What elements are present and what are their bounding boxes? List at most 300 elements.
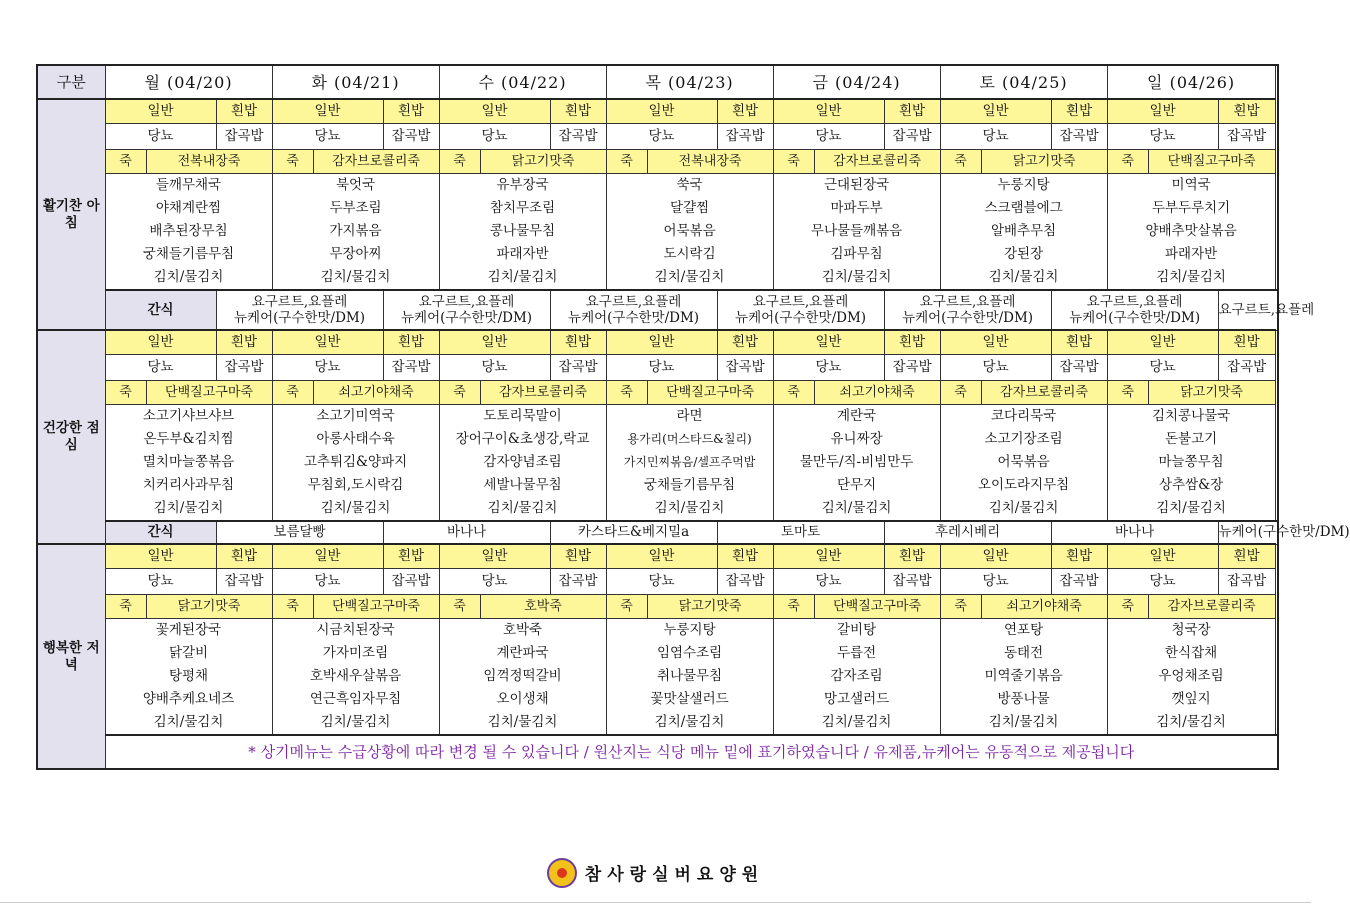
dish: 장어구이&초생강,락교 xyxy=(439,428,606,451)
rice-white: 흰밥 xyxy=(884,99,940,124)
porridge-split xyxy=(106,381,272,404)
snack1-label: 간식 xyxy=(105,290,216,330)
dinner-dish-row xyxy=(37,688,1278,711)
rice-grain: 잡곡밥 xyxy=(550,124,606,150)
dish: 두릅전 xyxy=(773,642,940,665)
header-row xyxy=(37,65,1278,99)
dish: 시금치된장국 xyxy=(272,619,439,643)
porridge-split xyxy=(440,381,606,404)
dish: 김파무침 xyxy=(773,243,940,266)
breakfast-dish-row xyxy=(37,220,1278,243)
lunch-label: 건강한 점심 xyxy=(37,330,105,544)
rice-grain: 잡곡밥 xyxy=(1218,124,1275,150)
porridge-cell xyxy=(105,595,272,619)
dish: 김치/물김치 xyxy=(1107,711,1275,735)
rice-white: 흰밥 xyxy=(383,544,439,569)
breakfast-dish-row xyxy=(37,243,1278,266)
dish: 김치/물김치 xyxy=(606,266,773,290)
snack-item xyxy=(216,290,383,330)
dish: 김치/물김치 xyxy=(940,711,1107,735)
dish: 파래자반 xyxy=(1107,243,1275,266)
porridge-cell xyxy=(1107,150,1275,174)
divider xyxy=(0,902,1311,903)
snack-item xyxy=(1218,290,1315,330)
dish: 꽃게된장국 xyxy=(105,619,272,643)
rice-grain: 잡곡밥 xyxy=(717,569,773,595)
dish: 돈불고기 xyxy=(1107,428,1275,451)
dish: 누룽지탕 xyxy=(940,174,1107,198)
dish: 무침회,도시락김 xyxy=(272,474,439,497)
rice-general: 일반 xyxy=(1107,330,1218,355)
rice-diabetes: 당뇨 xyxy=(1107,124,1218,150)
dish: 근대된장국 xyxy=(773,174,940,198)
rice-diabetes: 당뇨 xyxy=(272,569,383,595)
lunch-dish-row xyxy=(37,451,1278,474)
day-header-wed: 수 (04/22) xyxy=(439,65,606,99)
snack-line: 요구르트,요플레 xyxy=(1086,294,1183,310)
dish: 임염수조림 xyxy=(606,642,773,665)
dish: 배추된장무침 xyxy=(105,220,272,243)
porridge-name: 호박죽 xyxy=(524,599,562,614)
dish: 계란파국 xyxy=(439,642,606,665)
dinner-label: 행복한 저녁 xyxy=(37,544,105,769)
porridge-split xyxy=(607,381,773,404)
porridge-cell xyxy=(940,150,1107,174)
dish: 연근흑임자무침 xyxy=(272,688,439,711)
snack-item: 보름달빵 xyxy=(216,521,383,544)
rice-diabetes: 당뇨 xyxy=(773,355,884,381)
day-header-sun: 일 (04/26) xyxy=(1107,65,1275,99)
dish: 김치/물김치 xyxy=(105,711,272,735)
dish: 김치/물김치 xyxy=(606,711,773,735)
dish: 마늘쫑무침 xyxy=(1107,451,1275,474)
rice-white: 흰밥 xyxy=(717,330,773,355)
porridge-split xyxy=(774,150,940,173)
dish: 연포탕 xyxy=(940,619,1107,643)
porridge-name: 감자브로콜리죽 xyxy=(1167,599,1256,614)
rice-grain: 잡곡밥 xyxy=(884,355,940,381)
day-header-thu: 목 (04/23) xyxy=(606,65,773,99)
porridge-split xyxy=(273,381,439,404)
rice-general: 일반 xyxy=(105,330,216,355)
dish: 세발나물무침 xyxy=(439,474,606,497)
rice-general: 일반 xyxy=(272,330,383,355)
lunch-diabetes-row xyxy=(37,355,1278,381)
rice-grain: 잡곡밥 xyxy=(717,355,773,381)
dinner-dish-row xyxy=(37,619,1278,643)
porridge-cell xyxy=(940,595,1107,619)
porridge-cell xyxy=(606,381,773,405)
dish: 김치/물김치 xyxy=(1107,266,1275,290)
snack-line: 뉴케어(구수한맛/DM) xyxy=(234,310,366,326)
rice-white: 흰밥 xyxy=(1218,99,1275,124)
rice-diabetes: 당뇨 xyxy=(439,124,550,150)
dish: 계란국 xyxy=(773,405,940,429)
rice-white: 흰밥 xyxy=(216,330,272,355)
lunch-dish-row xyxy=(37,405,1278,429)
dish: 김치/물김치 xyxy=(773,497,940,521)
day-header-mon: 월 (04/20) xyxy=(105,65,272,99)
porridge-name: 닭고기맛죽 xyxy=(511,154,575,169)
snack-item: 바나나 xyxy=(1051,521,1218,544)
snack-line: 요구르트,요플레 xyxy=(752,294,849,310)
dish: 고추튀김&양파지 xyxy=(272,451,439,474)
day-header-fri: 금 (04/24) xyxy=(773,65,940,99)
dish: 탕평채 xyxy=(105,665,272,688)
lunch-porridge-row xyxy=(37,381,1278,405)
porridge-name: 단백질고구마죽 xyxy=(666,385,754,400)
snack-item: 카스타드&베지밀a xyxy=(550,521,717,544)
rice-general: 일반 xyxy=(439,330,550,355)
dish: 가자미조림 xyxy=(272,642,439,665)
rice-diabetes: 당뇨 xyxy=(773,569,884,595)
rice-general: 일반 xyxy=(940,330,1051,355)
dinner-rice-row xyxy=(37,544,1278,569)
dish: 누룽지탕 xyxy=(606,619,773,643)
dish: 호박새우살볶음 xyxy=(272,665,439,688)
snack-line: 요구르트,요플레 xyxy=(1218,302,1315,318)
porridge-cell xyxy=(272,150,439,174)
breakfast-label: 활기찬 아침 xyxy=(37,99,105,330)
lunch-dish-row xyxy=(37,474,1278,497)
dish: 알배추무침 xyxy=(940,220,1107,243)
rice-general: 일반 xyxy=(272,544,383,569)
dish: 두부두루치기 xyxy=(1107,197,1275,220)
dinner-porridge-row xyxy=(37,595,1278,619)
porridge-split xyxy=(941,595,1107,618)
dish: 김치/물김치 xyxy=(606,497,773,521)
porridge-name: 감자브로콜리죽 xyxy=(499,385,587,400)
porridge-cell xyxy=(773,381,940,405)
rice-general: 일반 xyxy=(1107,544,1218,569)
dish: 무나물들깨볶음 xyxy=(773,220,940,243)
snack1-row xyxy=(37,290,1278,330)
dinner-diabetes-row xyxy=(37,569,1278,595)
dish: 파래자반 xyxy=(439,243,606,266)
porridge-name: 감자브로콜리죽 xyxy=(332,154,420,169)
rice-general: 일반 xyxy=(439,544,550,569)
dish: 소고기샤브샤브 xyxy=(105,405,272,429)
porridge-name: 닭고기맛죽 xyxy=(1180,385,1243,400)
dish: 용가리(머스타드&칠리) xyxy=(606,428,773,451)
porridge-label: 죽 xyxy=(941,381,982,404)
dish: 김치/물김치 xyxy=(773,711,940,735)
snack-item xyxy=(550,290,717,330)
day-header-sat: 토 (04/25) xyxy=(940,65,1107,99)
rice-grain: 잡곡밥 xyxy=(717,124,773,150)
dish: 치커리사과무침 xyxy=(105,474,272,497)
lunch-rice-row xyxy=(37,330,1278,355)
snack-line: 뉴케어(구수한맛/DM) xyxy=(401,310,533,326)
porridge-name: 쇠고기야채죽 xyxy=(839,385,915,400)
porridge-split xyxy=(941,150,1107,173)
rice-white: 흰밥 xyxy=(383,99,439,124)
porridge-name: 닭고기맛죽 xyxy=(1012,154,1076,169)
porridge-label: 죽 xyxy=(273,595,314,618)
org-name: 참사랑실버요양원 xyxy=(584,865,765,885)
rice-grain: 잡곡밥 xyxy=(216,124,272,150)
snack-line: 요구르트,요플레 xyxy=(919,294,1016,310)
dish: 북엇국 xyxy=(272,174,439,198)
porridge-label: 죽 xyxy=(106,150,147,173)
rice-grain: 잡곡밥 xyxy=(383,569,439,595)
dish: 감자조림 xyxy=(773,665,940,688)
dish: 꽃맛살샐러드 xyxy=(606,688,773,711)
snack-line: 뉴케어(구수한맛/DM) xyxy=(902,310,1034,326)
footer xyxy=(0,860,1311,890)
dish: 들깨무채국 xyxy=(105,174,272,198)
rice-grain: 잡곡밥 xyxy=(1218,569,1275,595)
dish: 방풍나물 xyxy=(940,688,1107,711)
rice-grain: 잡곡밥 xyxy=(383,124,439,150)
porridge-split xyxy=(106,595,272,618)
porridge-label: 죽 xyxy=(774,381,815,404)
porridge-name: 단백질고구마죽 xyxy=(1167,154,1256,169)
rice-white: 흰밥 xyxy=(550,544,606,569)
porridge-cell xyxy=(105,150,272,174)
notice-text: * 상기메뉴는 수급상황에 따라 변경 될 수 있습니다 / 원산지는 식당 메뉴 밑에 표기하였습니다 / 유제품,뉴케어는 유동적으로 제공됩니다 xyxy=(105,735,1278,769)
dish: 궁채들기름무침 xyxy=(105,243,272,266)
snack-item xyxy=(383,290,550,330)
dish: 호박죽 xyxy=(439,619,606,643)
dish: 김치/물김치 xyxy=(105,266,272,290)
porridge-split xyxy=(941,381,1107,404)
dish: 참치무조림 xyxy=(439,197,606,220)
dish: 김치/물김치 xyxy=(272,497,439,521)
dish: 유니짜장 xyxy=(773,428,940,451)
rice-grain: 잡곡밥 xyxy=(216,355,272,381)
snack-item: 토마토 xyxy=(717,521,884,544)
porridge-name: 전복내장죽 xyxy=(678,154,742,169)
rice-grain: 잡곡밥 xyxy=(884,569,940,595)
dish: 두부조림 xyxy=(272,197,439,220)
rice-general: 일반 xyxy=(940,544,1051,569)
dish: 라면 xyxy=(606,405,773,429)
dish: 상추쌈&장 xyxy=(1107,474,1275,497)
rice-grain: 잡곡밥 xyxy=(1051,355,1107,381)
rice-diabetes: 당뇨 xyxy=(105,124,216,150)
porridge-label: 죽 xyxy=(774,595,815,618)
dish: 김치/물김치 xyxy=(439,711,606,735)
lunch-dish-row xyxy=(37,497,1278,521)
porridge-split xyxy=(607,595,773,618)
dish: 콩나물무침 xyxy=(439,220,606,243)
rice-grain: 잡곡밥 xyxy=(1051,124,1107,150)
porridge-cell xyxy=(940,381,1107,405)
porridge-label: 죽 xyxy=(1108,381,1149,404)
rice-grain: 잡곡밥 xyxy=(383,355,439,381)
rice-general: 일반 xyxy=(272,99,383,124)
category-header: 구분 xyxy=(37,65,105,99)
rice-white: 흰밥 xyxy=(550,330,606,355)
rice-white: 흰밥 xyxy=(216,99,272,124)
rice-white: 흰밥 xyxy=(1218,330,1275,355)
breakfast-dish-row xyxy=(37,174,1278,198)
weekly-menu-table xyxy=(36,64,1350,770)
breakfast-diabetes-row xyxy=(37,124,1278,150)
porridge-cell xyxy=(773,595,940,619)
breakfast-dish-row xyxy=(37,266,1278,290)
dish: 취나물무침 xyxy=(606,665,773,688)
dish: 양배추맛살볶음 xyxy=(1107,220,1275,243)
porridge-name: 감자브로콜리죽 xyxy=(833,154,922,169)
rice-white: 흰밥 xyxy=(884,330,940,355)
rice-diabetes: 당뇨 xyxy=(606,569,717,595)
snack2-label: 간식 xyxy=(105,521,216,544)
dish: 김치/물김치 xyxy=(105,497,272,521)
porridge-split xyxy=(440,150,606,173)
porridge-label: 죽 xyxy=(440,150,481,173)
dish: 소고기미역국 xyxy=(272,405,439,429)
dish: 우엉채조림 xyxy=(1107,665,1275,688)
rice-diabetes: 당뇨 xyxy=(773,124,884,150)
dish: 어묵볶음 xyxy=(606,220,773,243)
porridge-cell xyxy=(773,150,940,174)
rice-general: 일반 xyxy=(1107,99,1218,124)
dish: 유부장국 xyxy=(439,174,606,198)
dish: 쑥국 xyxy=(606,174,773,198)
snack-item xyxy=(884,290,1051,330)
dish: 김치/물김치 xyxy=(773,266,940,290)
dish: 아롱사태수육 xyxy=(272,428,439,451)
snack-item: 후레시베리 xyxy=(884,521,1051,544)
dish: 김치/물김치 xyxy=(1107,497,1275,521)
porridge-cell xyxy=(439,381,606,405)
porridge-cell xyxy=(105,381,272,405)
porridge-name: 쇠고기야채죽 xyxy=(338,385,414,400)
rice-diabetes: 당뇨 xyxy=(105,355,216,381)
rice-general: 일반 xyxy=(105,99,216,124)
porridge-split xyxy=(774,381,940,404)
rice-grain: 잡곡밥 xyxy=(1218,355,1275,381)
dinner-dish-row xyxy=(37,642,1278,665)
dish: 온두부&김치찜 xyxy=(105,428,272,451)
lunch-dish-row xyxy=(37,428,1278,451)
breakfast-rice-row xyxy=(37,99,1278,124)
dish: 마파두부 xyxy=(773,197,940,220)
porridge-split xyxy=(106,150,272,173)
porridge-label: 죽 xyxy=(106,595,147,618)
porridge-cell xyxy=(272,595,439,619)
dish: 깻잎지 xyxy=(1107,688,1275,711)
porridge-name: 닭고기맛죽 xyxy=(678,599,742,614)
porridge-split xyxy=(440,595,606,618)
dish: 망고샐러드 xyxy=(773,688,940,711)
dinner-dish-row xyxy=(37,711,1278,735)
porridge-name: 전복내장죽 xyxy=(177,154,241,169)
dish: 감자양념조림 xyxy=(439,451,606,474)
rice-general: 일반 xyxy=(773,330,884,355)
dish: 오이도라지무침 xyxy=(940,474,1107,497)
porridge-label: 죽 xyxy=(941,150,982,173)
porridge-split xyxy=(273,150,439,173)
rice-white: 흰밥 xyxy=(1051,330,1107,355)
dish: 미역줄기볶음 xyxy=(940,665,1107,688)
porridge-cell xyxy=(1107,381,1275,405)
rice-general: 일반 xyxy=(773,544,884,569)
dish: 미역국 xyxy=(1107,174,1275,198)
snack-line: 뉴케어(구수한맛/DM) xyxy=(1069,310,1201,326)
rice-diabetes: 당뇨 xyxy=(439,569,550,595)
dish: 오이생채 xyxy=(439,688,606,711)
rice-white: 흰밥 xyxy=(550,99,606,124)
porridge-label: 죽 xyxy=(106,381,147,404)
porridge-split xyxy=(607,150,773,173)
snack-line: 뉴케어(구수한맛/DM) xyxy=(568,310,700,326)
porridge-label: 죽 xyxy=(1108,595,1149,618)
rice-white: 흰밥 xyxy=(383,330,439,355)
porridge-label: 죽 xyxy=(1108,150,1149,173)
rice-white: 흰밥 xyxy=(1051,99,1107,124)
rice-general: 일반 xyxy=(606,330,717,355)
porridge-split xyxy=(1108,381,1275,404)
rice-diabetes: 당뇨 xyxy=(105,569,216,595)
dish: 김치콩나물국 xyxy=(1107,405,1275,429)
dish: 어묵볶음 xyxy=(940,451,1107,474)
snack-line: 요구르트,요플레 xyxy=(251,294,348,310)
dish: 무장아찌 xyxy=(272,243,439,266)
snack-item: 뉴케어(구수한맛/DM) xyxy=(1218,521,1278,544)
porridge-cell xyxy=(272,381,439,405)
porridge-label: 죽 xyxy=(440,595,481,618)
snack-item xyxy=(1051,290,1218,330)
porridge-split xyxy=(774,595,940,618)
porridge-label: 죽 xyxy=(440,381,481,404)
dish: 김치/물김치 xyxy=(272,711,439,735)
rice-diabetes: 당뇨 xyxy=(606,124,717,150)
rice-white: 흰밥 xyxy=(1218,544,1275,569)
dish: 청국장 xyxy=(1107,619,1275,643)
rice-general: 일반 xyxy=(773,99,884,124)
porridge-name: 단백질고구마죽 xyxy=(833,599,922,614)
porridge-label: 죽 xyxy=(941,595,982,618)
rice-diabetes: 당뇨 xyxy=(439,355,550,381)
dish: 스크램블에그 xyxy=(940,197,1107,220)
snack-line: 뉴케어(구수한맛/DM) xyxy=(735,310,867,326)
porridge-split xyxy=(1108,595,1275,618)
snack-line: 요구르트,요플레 xyxy=(585,294,682,310)
rice-general: 일반 xyxy=(606,544,717,569)
rice-diabetes: 당뇨 xyxy=(272,355,383,381)
dish: 김치/물김치 xyxy=(940,497,1107,521)
porridge-cell xyxy=(606,150,773,174)
rice-general: 일반 xyxy=(940,99,1051,124)
porridge-label: 죽 xyxy=(607,595,648,618)
porridge-label: 죽 xyxy=(607,150,648,173)
dish: 가지볶음 xyxy=(272,220,439,243)
rice-diabetes: 당뇨 xyxy=(940,569,1051,595)
breakfast-dish-row xyxy=(37,197,1278,220)
rice-general: 일반 xyxy=(105,544,216,569)
porridge-split xyxy=(273,595,439,618)
dinner-dish-row xyxy=(37,665,1278,688)
dish: 김치/물김치 xyxy=(439,497,606,521)
dish: 동태전 xyxy=(940,642,1107,665)
rice-grain: 잡곡밥 xyxy=(550,355,606,381)
rice-diabetes: 당뇨 xyxy=(272,124,383,150)
dish: 물만두/직-비빔만두 xyxy=(773,451,940,474)
snack2-row xyxy=(37,521,1278,544)
dish: 닭갈비 xyxy=(105,642,272,665)
rice-white: 흰밥 xyxy=(884,544,940,569)
breakfast-porridge-row xyxy=(37,150,1278,174)
rice-grain: 잡곡밥 xyxy=(216,569,272,595)
rice-diabetes: 당뇨 xyxy=(1107,569,1218,595)
porridge-label: 죽 xyxy=(273,150,314,173)
rice-white: 흰밥 xyxy=(717,99,773,124)
rice-general: 일반 xyxy=(606,99,717,124)
porridge-name: 단백질고구마죽 xyxy=(332,599,420,614)
